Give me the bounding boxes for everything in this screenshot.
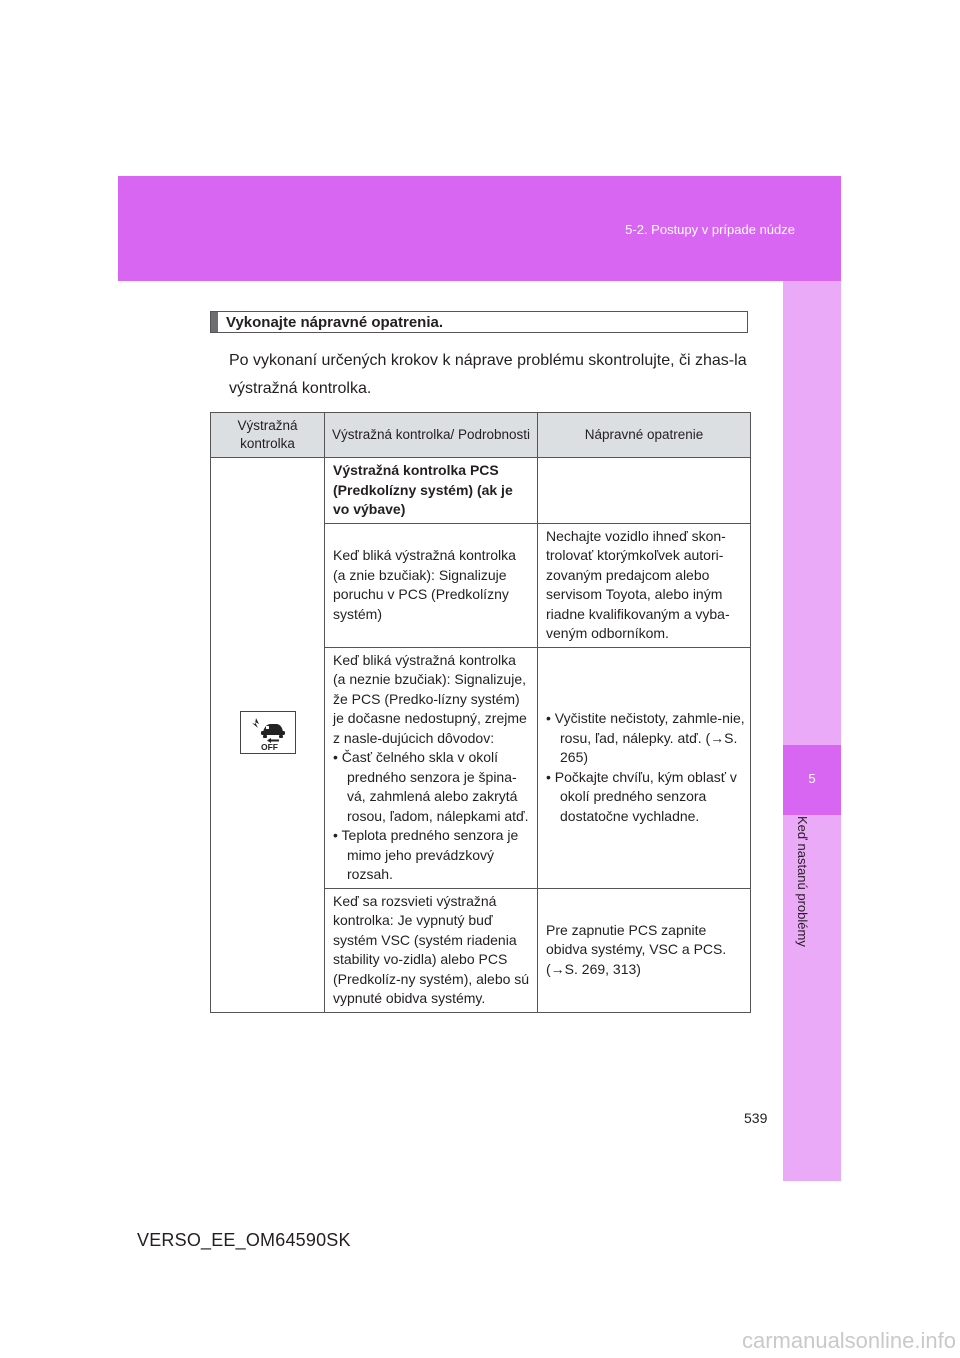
icon-off-text: OFF xyxy=(260,741,278,752)
table-row xyxy=(211,458,751,524)
section-title xyxy=(210,311,748,333)
action-bullet: • Počkajte chvíľu, kým oblasť v okolí predného senzora dostatočne vychladne. xyxy=(546,768,737,824)
chapter-number: 5 xyxy=(808,771,816,786)
action-empty xyxy=(538,458,751,524)
action-clean-and-wait xyxy=(538,647,751,888)
section-title-text: Vykonajte nápravné opatrenia. xyxy=(226,314,444,331)
side-tab xyxy=(783,281,841,1181)
details-light-on: Keď sa rozsvieti výstražná kontrolka: Je vypnutý buď systém VSC (systém riadenia stability vo-zidla) alebo PCS (Predkolíz-ny systém), alebo sú vypnuté obidva systémy. xyxy=(325,888,538,1012)
details-bullet: • Teplota predného senzora je mimo jeho prevádzkový rozsah. xyxy=(333,827,519,882)
watermark: carmanualsonline.info xyxy=(741,1328,956,1353)
details-blinking-buzzer: Keď bliká výstražná kontrolka (a znie bzučiak): Signalizuje poruchu v PCS (Predkolízny systém) xyxy=(325,523,538,647)
header-warning-light: Výstražná kontrolka xyxy=(211,413,325,458)
action-contact-dealer: Nechajte vozidlo ihneď skon-trolovať ktorýmkoľvek autori-zovaným predajcom alebo servisom Toyota, alebo iným riadne kvalifikovaným a vyba-veným odborníkom. xyxy=(538,523,751,647)
table-header-row xyxy=(211,413,751,458)
details-intro: Keď bliká výstražná kontrolka (a neznie bzučiak): Signalizuje, že PCS (Predko-lízny systém) je dočasne nedostupný, zrejme z nasle-dujúcich dôvodov: xyxy=(333,651,527,746)
document-code: VERSO_EE_OM64590SK xyxy=(137,1230,351,1250)
header-band xyxy=(118,176,841,281)
details-bullet: • Časť čelného skla v okolí predného senzora je špina-vá, zahmlená alebo zakrytá rosou, ľadom, nálepkami atď. xyxy=(333,749,529,824)
details-pcs-title: Výstražná kontrolka PCS (Predkolízny systém) (ak je vo výbave) xyxy=(325,458,538,524)
pcs-off-warning-icon xyxy=(240,711,296,754)
chapter-tab xyxy=(783,745,841,815)
intro-paragraph: Po vykonaní určených krokov k náprave problému skontrolujte, či zhas-la výstražná kontrolka. xyxy=(229,352,747,397)
header-details: Výstražná kontrolka/ Podrobnosti xyxy=(325,413,538,458)
details-temporarily-unavailable xyxy=(325,647,538,888)
warning-light-cell xyxy=(211,458,325,1013)
header-corrective-action: Nápravné opatrenie xyxy=(538,413,751,458)
chapter-label: Keď nastanú problémy xyxy=(795,816,810,947)
section-breadcrumb: 5-2. Postupy v prípade núdze xyxy=(625,222,795,237)
action-bullet: • Vyčistite nečistoty, zahmle-nie, rosu, ľad, nálepky. atď. (→S. 265) xyxy=(546,710,745,765)
page-number: 539 xyxy=(744,1110,768,1126)
action-enable-systems: Pre zapnutie PCS zapnite obidva systémy, VSC a PCS. (→S. 269, 313) xyxy=(538,888,751,1012)
warning-table xyxy=(210,412,751,1013)
section-title-bar xyxy=(211,312,218,332)
